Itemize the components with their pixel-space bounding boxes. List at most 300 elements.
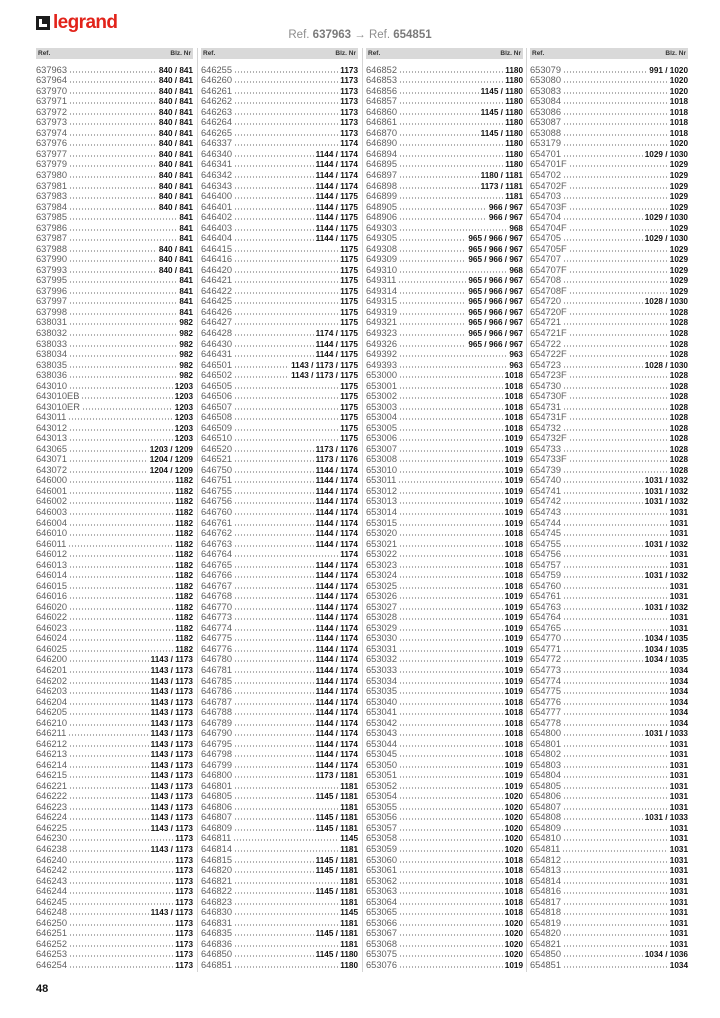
page-reference: 1144 / 1174 [315,508,358,517]
page-reference: 963 [509,350,523,360]
index-row [201,665,358,676]
dot-leader [234,481,314,483]
article-ref: 654760 [530,580,562,591]
article-ref: 653062 [366,875,398,886]
index-column-3 [366,48,523,972]
page-reference: 1143 / 1173 [150,908,193,918]
index-row [530,286,688,297]
page-reference: 1143 / 1173 [150,781,193,791]
index-rows [36,65,193,971]
page-reference: 1018 [669,107,688,117]
article-ref: 646765 [201,559,233,570]
dot-leader [69,924,173,926]
index-row [36,676,193,687]
dot-leader [563,197,668,199]
article-ref: 653028 [366,612,398,623]
index-row [530,433,688,444]
page-reference: 1144 / 1174 [315,518,358,528]
page-reference: 1182 [175,634,193,644]
page-reference: 1143 / 1173 [150,697,193,707]
article-ref: 646427 [201,317,233,328]
dot-leader [569,313,668,315]
index-row [201,907,358,918]
index-row [36,107,193,118]
page-reference: 840 / 841 [158,107,193,117]
index-row [201,760,358,771]
title-to-label: Ref. [368,29,391,41]
page-reference: 1018 [504,560,523,570]
page-reference: 982 [179,339,193,349]
index-row [530,823,688,834]
dot-leader [563,660,643,662]
article-ref: 646788 [201,707,233,718]
index-row [201,423,358,434]
page-reference: 1174 [340,550,358,560]
article-ref: 646861 [366,117,398,128]
dot-leader [399,576,503,578]
page-reference: 1181 [340,876,358,886]
dot-leader [69,439,173,441]
dot-leader [233,839,338,841]
page-reference: 1173 [175,887,193,897]
page-reference: 1145 / 1181 [315,823,358,833]
article-ref: 649319 [366,306,398,317]
dot-leader [563,218,643,220]
article-ref: 646255 [201,64,233,75]
page-reference: 1173 [175,929,193,939]
article-ref: 646508 [201,412,233,423]
dot-leader [234,524,314,526]
index-row [530,960,688,971]
article-ref: 646225 [36,822,68,833]
page-reference: 1182 [175,550,193,560]
article-ref: 646814 [201,844,233,854]
page-reference: 1018 [504,371,523,381]
dot-leader [234,450,314,452]
index-row [366,612,523,623]
page-reference: 1031 [669,845,688,854]
dot-leader [69,713,149,715]
index-row [201,107,358,118]
index-row [36,907,193,918]
dot-leader [569,250,668,252]
page-reference: 965 / 966 / 967 [468,339,523,349]
dot-leader [563,566,668,568]
dot-leader [234,692,314,694]
index-row [530,391,688,402]
page-reference: 1144 / 1175 [315,223,358,233]
index-row [530,654,688,665]
page-reference: 1034 / 1035 [644,634,688,644]
dot-leader [563,755,668,757]
article-ref: 646800 [201,770,233,781]
dot-leader [69,239,177,241]
page-reference: 1034 / 1036 [644,950,688,960]
article-ref: 643010EB [36,391,80,402]
article-ref: 646767 [201,580,233,591]
article-ref: 637963 [36,64,68,75]
article-ref: 646830 [201,907,233,918]
index-row [530,739,688,750]
page-reference: 1145 / 1180 [315,950,358,960]
index-row [530,591,688,602]
index-row [366,317,523,328]
article-ref: 646428 [201,327,233,338]
page-reference: 1173 / 1181 [315,771,358,781]
dot-leader [234,197,314,199]
article-ref: 638035 [36,359,68,370]
article-ref: 653034 [366,675,398,686]
dot-leader [69,460,148,462]
article-ref: 646343 [201,180,233,191]
page-reference: 1029 [669,171,688,180]
dot-leader [563,924,668,926]
page-reference: 1031 [669,560,688,570]
page-reference: 1173 [340,65,358,75]
index-row [366,886,523,897]
index-row [36,528,193,539]
dot-leader [69,745,149,747]
page-reference: 1182 [175,539,193,549]
article-ref: 646202 [36,675,68,686]
dot-leader [234,703,314,705]
article-ref: 646773 [201,612,233,623]
page-reference: 1181 [340,918,358,928]
dot-leader [234,260,338,262]
dot-leader [234,387,338,389]
page-reference: 1145 / 1180 [480,107,523,117]
index-row [36,591,193,602]
index-row [366,760,523,771]
dot-leader [234,292,338,294]
dot-leader [69,660,149,662]
dot-leader [69,387,173,389]
article-ref: 653051 [366,770,398,781]
article-ref: 646835 [201,928,233,939]
index-row [366,128,523,139]
index-row [36,86,193,97]
article-ref: 646000 [36,475,68,486]
dot-leader [69,250,157,252]
index-row [36,275,193,286]
index-row [530,117,688,128]
article-ref: 637995 [36,275,68,286]
page-reference: 1144 / 1174 [315,602,358,612]
index-row [530,223,688,234]
article-ref: 654811 [530,844,561,854]
page-reference: 1143 / 1173 [150,676,193,686]
article-ref: 637985 [36,212,68,223]
index-row [36,286,193,297]
dot-leader [234,545,314,547]
page-reference: 1175 [340,434,358,444]
article-ref: 643011 [36,412,67,423]
page-reference: 1034 [669,960,688,970]
dot-leader [234,176,314,178]
page-reference: 963 [509,360,523,370]
dot-leader [399,345,466,347]
page-reference: 1143 / 1173 [150,665,193,675]
index-row [36,475,193,486]
article-ref: 653008 [366,454,398,465]
dot-leader [399,671,503,673]
article-ref: 646822 [201,886,233,897]
index-row [366,633,523,644]
dot-leader [69,323,177,325]
article-ref: 653024 [366,570,398,581]
index-row [201,128,358,139]
column-header-page: Blz. Nr [665,50,686,57]
article-ref: 654755 [530,538,562,549]
index-row [366,96,523,107]
article-ref: 646213 [36,749,68,760]
dot-leader [399,629,503,631]
index-row [530,402,688,413]
dot-leader [563,481,643,483]
page-reference: 1144 / 1174 [315,760,358,770]
dot-leader [563,587,668,589]
page-reference: 1144 / 1174 [315,676,358,686]
dot-leader [234,766,314,768]
index-row [201,370,358,381]
page-reference: 1020 [504,845,523,854]
article-ref: 653007 [366,443,398,454]
page-reference: 1145 / 1181 [315,792,358,802]
dot-leader [234,892,314,894]
article-ref: 649311 [366,275,397,286]
dot-leader [234,113,338,115]
page-reference: 1175 [340,307,358,317]
article-ref: 653026 [366,591,398,602]
index-row [36,728,193,739]
dot-leader [399,302,466,304]
index-row [36,928,193,939]
index-row [36,233,193,244]
index-row [366,939,523,950]
column-header-ref: Ref. [368,50,381,57]
page-reference: 1029 [669,276,688,286]
dot-leader [234,808,338,810]
index-row [530,644,688,655]
index-row [366,107,523,118]
article-ref: 646253 [36,949,68,960]
page-reference: 1028 [669,371,688,381]
index-row [36,444,193,455]
dot-leader [234,271,338,273]
page-reference: 1019 [504,960,523,970]
index-row [36,612,193,623]
dot-leader [69,281,177,283]
dot-leader [563,692,668,694]
dot-leader [399,397,503,399]
article-ref: 646251 [36,928,68,939]
index-row [36,381,193,392]
title-from-ref: 637963 [312,29,352,41]
index-row [530,307,688,318]
dot-leader [563,903,668,905]
dot-leader [563,366,643,368]
index-row [530,296,688,307]
article-ref: 643012 [36,422,68,433]
index-row [366,159,523,170]
index-row [36,486,193,497]
article-ref: 653004 [366,412,398,423]
article-ref: 653010 [366,464,398,475]
index-row [530,507,688,518]
index-row [36,844,193,855]
page-reference: 1029 [669,244,688,254]
dot-leader [69,871,173,873]
page-title [0,29,720,42]
index-row [366,244,523,255]
article-ref: 646775 [201,633,233,644]
dot-leader [69,829,149,831]
dot-leader [399,618,503,620]
article-ref: 654805 [530,780,562,791]
page-reference: 1175 [340,265,358,275]
page-reference: 1173 [340,76,358,86]
page-reference: 1020 [504,929,523,939]
index-row [530,423,688,434]
page-reference: 965 / 966 / 967 [468,286,523,296]
article-ref: 653055 [366,801,398,812]
dot-leader [69,797,149,799]
page-reference: 1143 / 1173 [150,708,193,718]
article-ref: 653022 [366,549,398,560]
dot-leader [398,481,502,483]
index-row [201,949,358,960]
dot-leader [399,766,503,768]
page-reference: 1018 [504,729,523,739]
article-ref: 646221 [36,780,68,791]
dot-leader [69,471,148,473]
article-ref: 637977 [36,148,68,159]
index-row [201,307,358,318]
dot-leader [399,323,466,325]
article-ref: 653079 [530,64,562,75]
dot-leader [234,724,314,726]
article-ref: 649308 [366,243,398,254]
index-row [201,886,358,897]
article-ref: 654821 [530,938,562,949]
dot-leader [563,892,668,894]
article-ref: 654707 [530,254,562,265]
dot-leader [69,703,149,705]
dot-leader [69,534,173,536]
article-ref: 654731F [530,412,567,423]
page-reference: 1173 / 1176 [315,455,358,465]
article-ref: 646200 [36,654,68,665]
article-ref: 646001 [36,485,68,496]
dot-leader [563,703,668,705]
dot-leader [569,208,668,210]
index-row [201,75,358,86]
article-ref: 649323 [366,327,398,338]
article-ref: 646426 [201,306,233,317]
index-row [201,928,358,939]
index-row [366,865,523,876]
page-reference: 1173 / 1176 [315,444,358,454]
dot-leader [69,123,157,125]
article-ref: 654732F [530,433,567,444]
index-row [36,138,193,149]
article-ref: 653068 [366,938,398,949]
article-ref: 649310 [366,264,398,275]
page-reference: 965 / 966 / 967 [468,318,523,328]
dot-leader [563,966,668,968]
page-reference: 1018 [669,97,688,107]
dot-leader [563,71,647,73]
article-ref: 649305 [366,233,398,244]
dot-leader [399,713,503,715]
dot-leader [399,587,503,589]
article-ref: 654708F [530,285,567,296]
page-reference: 1029 [669,202,688,212]
dot-leader [399,608,503,610]
article-ref: 646760 [201,507,233,517]
page-reference: 1019 [504,518,523,528]
index-row [530,128,688,139]
page-reference: 840 / 841 [158,255,193,265]
article-ref: 654764 [530,612,562,623]
page-reference: 1173 [175,834,193,844]
index-row [530,254,688,265]
article-ref: 643065 [36,443,68,454]
page-reference: 1173 [175,950,193,960]
article-ref: 653001 [366,380,398,391]
index-row [530,907,688,918]
index-row [36,791,193,802]
article-ref: 646260 [201,75,233,86]
article-ref: 646012 [36,549,68,560]
index-row [366,560,523,571]
index-row [36,170,193,181]
article-ref: 646801 [201,780,233,791]
page-reference: 1028 / 1030 [644,360,688,370]
dot-leader [234,861,314,863]
article-ref: 654756 [530,549,562,560]
index-row [366,86,523,97]
page-reference: 1019 [504,760,523,770]
page-reference: 1019 [504,455,523,465]
page-reference: 1175 [340,392,358,402]
page-reference: 1031 [669,908,688,918]
article-ref: 646774 [201,622,233,633]
dot-leader [234,882,338,884]
page-reference: 1028 [669,434,688,444]
column-header [366,48,523,59]
dot-leader [563,102,668,104]
index-row [201,86,358,97]
page-reference: 1028 [669,413,688,423]
dot-leader [563,323,668,325]
page-reference: 1144 / 1174 [315,750,358,760]
article-ref: 654820 [530,928,562,939]
article-ref: 654813 [530,865,562,876]
article-ref: 653052 [366,780,398,791]
index-row [530,623,688,634]
article-ref: 654739 [530,464,562,475]
index-row [201,770,358,781]
page-reference: 1173 [175,876,193,886]
dot-leader [234,439,338,441]
dot-leader [563,682,668,684]
dot-leader [563,839,668,841]
dot-leader [234,745,314,747]
page-reference: 1143 / 1173 [150,823,193,833]
article-ref: 648905 [366,201,398,212]
page-reference: 982 [179,360,193,370]
